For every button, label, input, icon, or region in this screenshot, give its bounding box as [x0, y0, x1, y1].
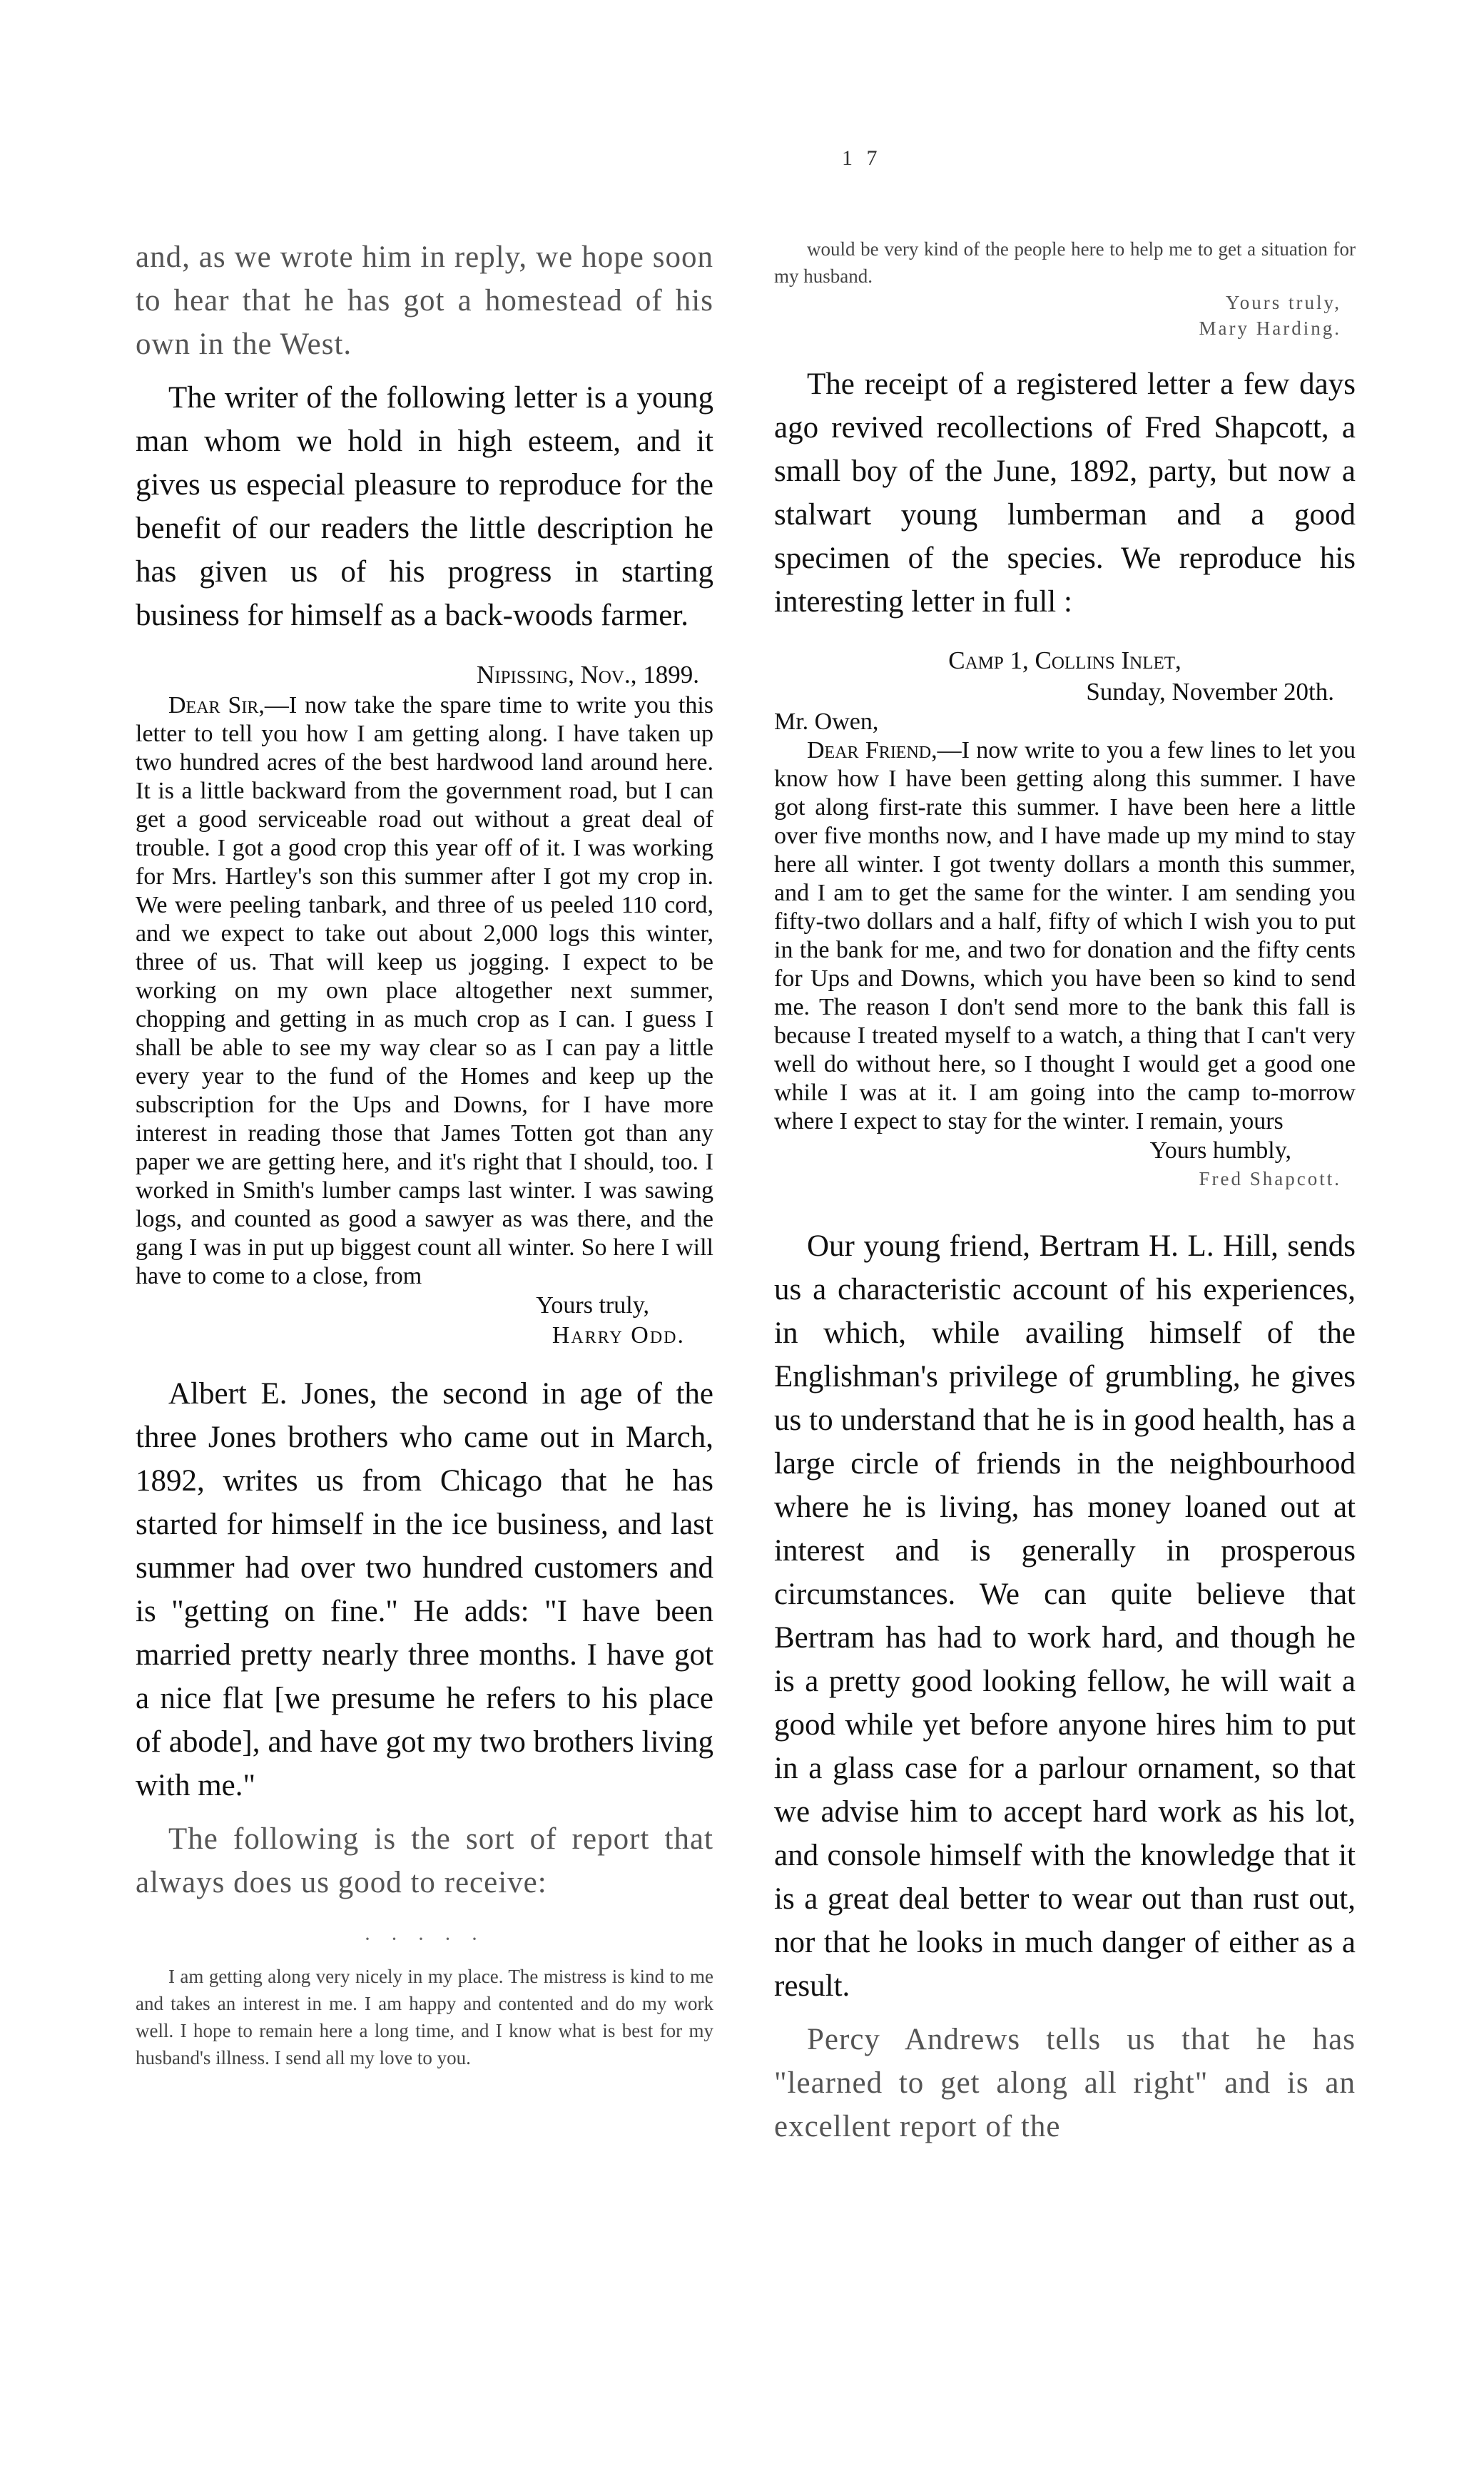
letter2-dateline-place: Camp 1, Collins Inlet, [948, 646, 1181, 674]
left-column [136, 235, 713, 2071]
harding-closing: Yours truly, [1225, 292, 1341, 313]
shapcott-intro-paragraph: The receipt of a registered letter a few days ago revived recollections of Fred Shapcott, a small boy of the June, 1892, party, but now a stalwart young lumberman and a good specimen of the species. We reproduce his interesting letter in full : [774, 367, 1356, 619]
following-paragraph: The following is the sort of report that always does us good to receive: [136, 1822, 713, 1899]
hill-paragraph: Our young friend, Bertram H. L. Hill, sends us a characteristic account of his experiences, in which, while availing himself of the Englishman's privilege of grumbling, he gives us to understand that he is in good health, has a large circle of friends in the neighbourhood where he is living, has money loaned out at interest and is generally in prosperous circumstances. We can quite believe that Bertram has had to work hard, and though he is a pretty good looking fellow, he will wait a good while yet before anyone hires him to put in a glass case for a parlour ornament, so that we advise him to accept hard work as his lot, and console himself with the knowledge that it is a great deal better to wear out than rust out, nor that he looks in much danger of either as a result. [774, 1229, 1356, 2003]
page-folio: 1 7 [842, 146, 882, 170]
jones-paragraph: Albert E. Jones, the second in age of the three Jones brothers who came out in March, 1892, writes us from Chicago that he has started for himself in the ice business, and last summer had over two hundred customers and is "getting on fine." He adds: "I have been married pretty nearly three months. I have got a nice flat [we presume he refers to his place of abode], and have got my two brothers living with me." [136, 1377, 713, 1802]
letter1-text: —I now take the spare time to write you this letter to tell you how I am getting along. I have taken up two hundred acres of the best hardwood land around here. It is a little backward from the government road, but I can get a good serviceable road out without a great deal of trouble. I got a good crop this year off of it. I was working for Mrs. Hartley's son this summer after I got my crop in. We were peeling tanbark, and three of us peeled 110 cord, and we expect to take out about 2,000 logs this winter, three of us. That will keep us jogging. I expect to be working on my own place altogether next summer, chopping and getting in as much crop as I can. I guess I shall be able to see my way clear so as I can pay a little every year to the fund of the Homes and keep up the subscription for the Ups and Downs, for I have more interest in reading those that James Totten got than any paper we are getting here, and it's right that I should, too. I worked in Smith's lumber camps last winter. I was sawing logs, and counted as good a sawyer as was there, and the gang I was in put up biggest count all winter. So here I will have to come to a close, from [136, 692, 713, 1289]
letter2-addressee: Mr. Owen, [774, 709, 879, 735]
letter2-signature: Fred Shapcott. [1199, 1168, 1341, 1189]
left-top-fragment: and, as we wrote him in reply, we hope soon to hear that he has got a homestead of his own in the West. [136, 240, 713, 361]
letter2-dateline-date: Sunday, November 20th. [1086, 678, 1334, 706]
letter2-salutation: Dear Friend, [807, 737, 937, 763]
letter2-text: —I now write to you a few lines to let you know how I have been getting along this summer. I have got along first-rate this summer. I have been here a little over five months now, and I have made up my mind to stay here all winter. I got twenty dollars a month this summer, and I am to get the same for the winter. I am sending you fifty-two dollars and a half, fifty of which I wish you to put in the bank for me, and two for donation and the fifty cents for Ups and Downs, which you have been so kind to send me. The reason I don't send more to the bank this fall is because I treated myself to a watch, a thing that I can't very well do without here, so I thought I would get a good one while I was at it. I am going into the camp to-morrow where I expect to stay for the winter. I remain, yours [774, 737, 1356, 1134]
ornament-divider: · · · · · [364, 1927, 485, 1951]
letter1-closing: Yours truly, [536, 1292, 649, 1319]
harding-signature: Mary Harding. [1199, 318, 1341, 339]
bottom-letter-fragment: I am getting along very nicely in my place. The mistress is kind to me and takes an interest in me. I am happy and contented and do my work well. I hope to remain here a long time, and I know what is best for my husband's illness. I send all my love to you. [136, 1966, 713, 2068]
letter1-body [136, 691, 713, 1291]
letter1-dateline: Nipissing, Nov., 1899. [477, 661, 699, 689]
percy-paragraph: Percy Andrews tells us that he has "learned to get along all right" and is an excellent report of the [774, 2023, 1356, 2143]
right-top-fragment: would be very kind of the people here to help me to get a situation for my husband. [774, 238, 1356, 287]
letter1-salutation: Dear Sir, [168, 692, 265, 719]
letter2-body [774, 736, 1356, 1136]
right-column [774, 235, 1356, 2148]
letter-intro-paragraph: The writer of the following letter is a young man whom we hold in high esteem, and it gives us especial pleasure to reproduce for the benefit of our readers the little description he has given us of his progress in starting business for himself as a back-woods farmer. [136, 381, 713, 632]
letter1-signature: Harry Odd. [552, 1322, 685, 1349]
letter2-closing: Yours humbly, [1149, 1137, 1291, 1164]
